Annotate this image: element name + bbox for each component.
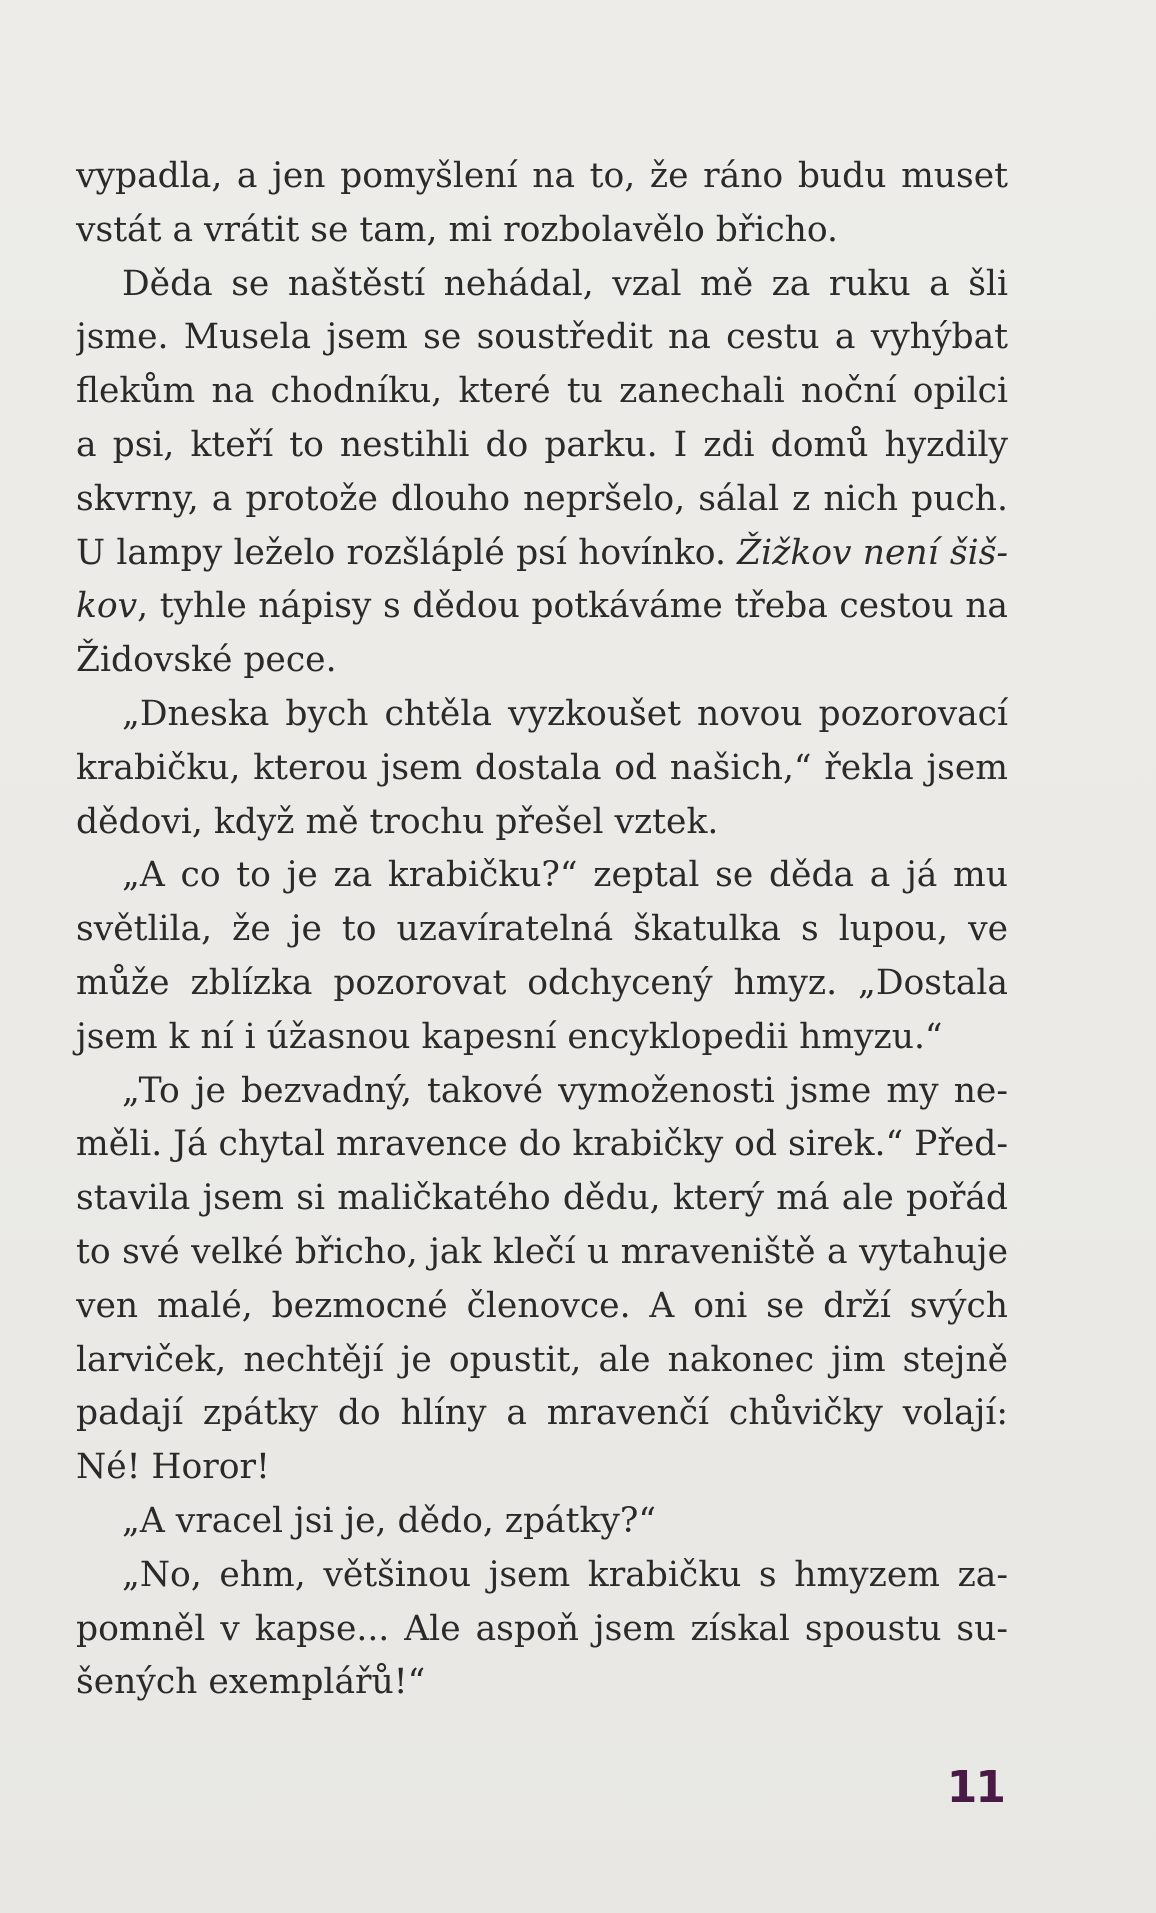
text-line: flekům na chodníku, které tu zanechali noční opilci bbox=[76, 371, 1008, 412]
text-line: světlila, že je to uzavíratelná škatulka s lupou, ve bbox=[76, 909, 1008, 950]
text-line: stavila jsem si maličkatého dědu, který má ale pořád bbox=[76, 1178, 1008, 1219]
body-text bbox=[76, 150, 1008, 1710]
text-segment: U lampy leželo rozšláplé psí hovínko. bbox=[76, 532, 726, 573]
text-line: „Dneska bych chtěla vyzkoušet novou pozorovací bbox=[122, 693, 1008, 734]
text-segment: , tyhle nápisy s dědou potkáváme třeba cestou na bbox=[137, 586, 1008, 627]
text-line: dědovi, když mě trochu přešel vztek. bbox=[76, 801, 719, 842]
text-line bbox=[76, 527, 1008, 581]
text-line: pomněl v kapse... Ale aspoň jsem získal spoustu su- bbox=[76, 1608, 1008, 1649]
text-line: může zblízka pozorovat odchycený hmyz. „Dostala bbox=[76, 962, 1008, 1003]
text-line: Děda se naštěstí nehádal, vzal mě za ruku a šli bbox=[122, 263, 1008, 304]
text-line: skvrny, a protože dlouho nepršelo, sálal z nich puch. bbox=[76, 478, 1008, 519]
text-line: vstát a vrátit se tam, mi rozbolavělo břicho. bbox=[76, 209, 839, 250]
italic-text: kov bbox=[76, 586, 138, 627]
text-line: larviček, nechtějí je opustit, ale nakonec jim stejně bbox=[76, 1339, 1008, 1380]
text-line: „A co to je za krabičku?“ zeptal se děda a já mu bbox=[122, 855, 1008, 896]
text-line: jsem k ní i úžasnou kapesní encyklopedii hmyzu.“ bbox=[76, 1016, 943, 1057]
text-line: měli. Já chytal mravence do krabičky od sirek.“ Před- bbox=[76, 1124, 1008, 1165]
text-line: šených exemplářů!“ bbox=[76, 1662, 426, 1703]
text-line: jsme. Musela jsem se soustředit na cestu a vyhýbat bbox=[76, 317, 1008, 358]
text-line: Né! Horor! bbox=[76, 1447, 270, 1488]
text-line bbox=[76, 580, 1008, 634]
text-line: „No, ehm, většinou jsem krabičku s hmyzem za- bbox=[122, 1554, 1008, 1595]
text-line: padají zpátky do hlíny a mravenčí chůvičky volají: bbox=[76, 1393, 1008, 1434]
text-line: ven malé, bezmocné členovce. A oni se drží svých bbox=[76, 1285, 1008, 1326]
text-line: to své velké břicho, jak klečí u mraveniště a vytahuje bbox=[76, 1231, 1008, 1272]
text-line: „A vracel jsi je, dědo, zpátky?“ bbox=[122, 1500, 657, 1541]
italic-text: Žižkov není šiš- bbox=[737, 532, 1008, 573]
text-line: krabičku, kterou jsem dostala od našich,“ řekla jsem bbox=[76, 747, 1008, 788]
page-number: 11 bbox=[946, 1762, 1004, 1813]
text-line: „To je bezvadný, takové vymoženosti jsme my ne- bbox=[122, 1070, 1008, 1111]
text-line: Židovské pece. bbox=[76, 640, 337, 681]
text-line: vypadla, a jen pomyšlení na to, že ráno budu muset bbox=[76, 156, 1008, 196]
text-line: a psi, kteří to nestihli do parku. I zdi domů hyzdily bbox=[76, 424, 1008, 465]
